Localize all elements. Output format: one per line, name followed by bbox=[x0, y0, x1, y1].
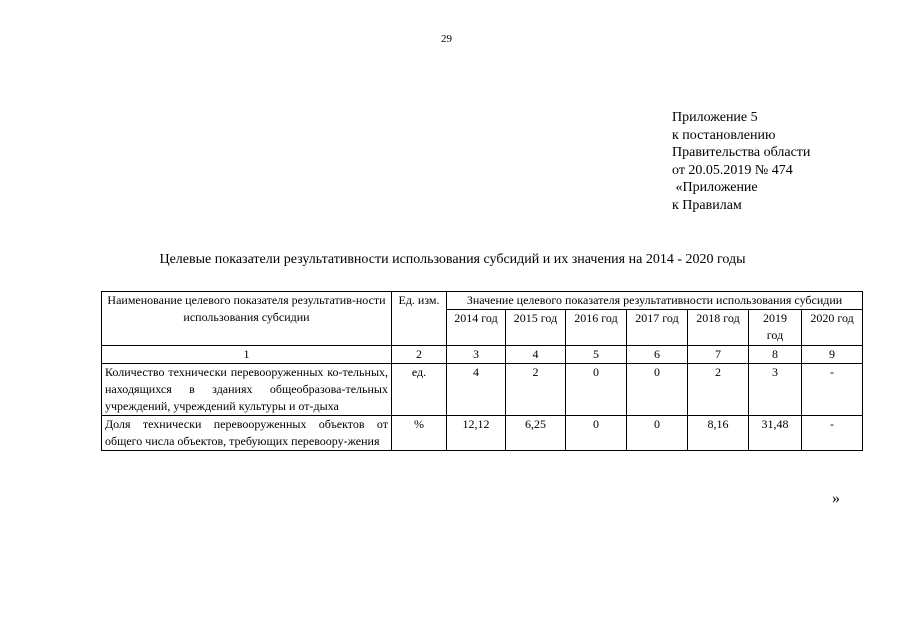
appendix-line: Приложение 5 bbox=[672, 110, 758, 125]
table-row bbox=[102, 416, 863, 451]
closing-quote: » bbox=[832, 490, 840, 507]
table-row bbox=[102, 364, 863, 416]
table-header-row bbox=[102, 292, 863, 310]
appendix-line: к Правилам bbox=[672, 197, 742, 213]
indicator-value: 0 bbox=[627, 416, 688, 451]
column-number: 9 bbox=[802, 346, 863, 364]
indicator-value: 12,12 bbox=[447, 416, 506, 451]
header-year: 2016 год bbox=[566, 310, 627, 346]
column-number: 6 bbox=[627, 346, 688, 364]
column-number: 3 bbox=[447, 346, 506, 364]
indicator-value: 6,25 bbox=[506, 416, 566, 451]
header-values-group: Значение целевого показателя результативности использования субсидии bbox=[447, 292, 863, 310]
indicator-value: 2 bbox=[506, 364, 566, 416]
header-year: 2018 год bbox=[688, 310, 749, 346]
indicator-value: - bbox=[802, 364, 863, 416]
column-number: 7 bbox=[688, 346, 749, 364]
indicator-value: 2 bbox=[688, 364, 749, 416]
appendix-line: «Приложение bbox=[672, 180, 758, 195]
indicator-value: 0 bbox=[566, 364, 627, 416]
indicator-unit: % bbox=[392, 416, 447, 451]
column-number: 5 bbox=[566, 346, 627, 364]
appendix-line: от 20.05.2019 № 474 bbox=[672, 162, 793, 178]
indicator-value: 3 bbox=[749, 364, 802, 416]
indicator-value: 0 bbox=[566, 416, 627, 451]
header-unit: Ед. изм. bbox=[392, 292, 447, 346]
indicator-value: - bbox=[802, 416, 863, 451]
header-year: 2017 год bbox=[627, 310, 688, 346]
appendix-line: Правительства области bbox=[672, 145, 811, 160]
column-number: 8 bbox=[749, 346, 802, 364]
indicator-name: Количество технически перевооруженных ко-тельных, находящихся в зданиях общеобразова-тельных учреждений, учреждений культуры и от-дыха bbox=[102, 364, 392, 416]
page-number: 29 bbox=[441, 33, 452, 45]
indicator-value: 31,48 bbox=[749, 416, 802, 451]
indicator-value: 0 bbox=[627, 364, 688, 416]
header-year: 2015 год bbox=[506, 310, 566, 346]
header-year: 2014 год bbox=[447, 310, 506, 346]
indicator-value: 8,16 bbox=[688, 416, 749, 451]
indicator-value: 4 bbox=[447, 364, 506, 416]
column-number: 4 bbox=[506, 346, 566, 364]
indicator-unit: ед. bbox=[392, 364, 447, 416]
table-numbering-row bbox=[102, 346, 863, 364]
header-year: 2020 год bbox=[802, 310, 863, 346]
column-number: 2 bbox=[392, 346, 447, 364]
header-year: 2019 год bbox=[749, 310, 802, 346]
appendix-block bbox=[672, 109, 810, 214]
indicator-name: Доля технически перевооруженных объектов от общего числа объектов, требующих перевоору-жения bbox=[102, 416, 392, 451]
indicators-table bbox=[101, 291, 863, 451]
column-number: 1 bbox=[102, 346, 392, 364]
appendix-line: к постановлению bbox=[672, 127, 776, 143]
header-indicator-name: Наименование целевого показателя результатив-ности использования субсидии bbox=[102, 292, 392, 346]
document-title: Целевые показатели результативности использования субсидий и их значения на 2014 - 2020 годы bbox=[159, 252, 746, 267]
